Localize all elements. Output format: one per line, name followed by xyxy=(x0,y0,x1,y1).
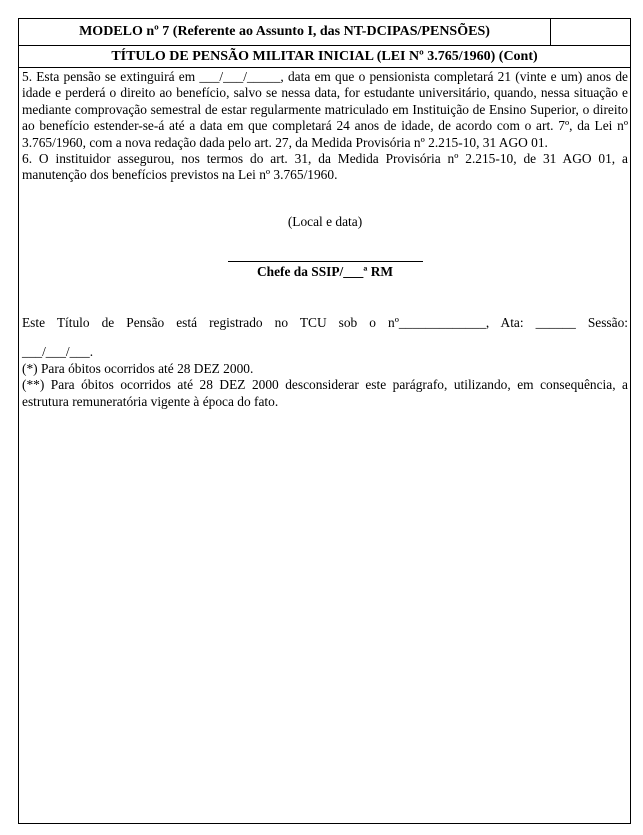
header-empty-cell xyxy=(551,19,630,45)
footnote-1: (*) Para óbitos ocorridos até 28 DEZ 2000. xyxy=(22,360,254,376)
paragraph-5: 5. Esta pensão se extinguirá em ___/___/_____, data em que o pensionista completará 21 (vinte e um) anos de idade e perderá o direito ao benefício, salvo se nessa data, for estudante universitário, quando, nessa situação e mediante comprovação semestral de estar regularmente matriculado em Instituição de Ensino Superior, o direito ao benefício estender-se-á até a data em que completará 24 anos de idade, de acordo com o art. 7º, da Lei nº 3.765/1960, com a nova redação dada pelo art. 27, da Medida Provisória nº 2.215-10, 31 AGO 01. xyxy=(22,69,628,150)
footnote-2: (**) Para óbitos ocorridos até 28 DEZ 2000 desconsiderar este parágrafo, utilizando, em consequência, a estrutura remuneratória vigente à época do fato. xyxy=(22,377,628,409)
signature-title: Chefe da SSIP/___ª RM xyxy=(256,264,394,280)
document-body xyxy=(22,69,628,410)
header-row xyxy=(19,19,630,46)
form-frame xyxy=(18,18,631,824)
tcu-registration-date: ___/___/___. xyxy=(22,344,94,360)
model-title: MODELO nº 7 (Referente ao Assunto I, das NT-DCIPAS/PENSÕES) xyxy=(19,19,551,45)
tcu-registration-line: Este Título de Pensão está registrado no TCU sob o nº_____________, Ata: ______ Sessão: xyxy=(22,314,628,330)
signature-line xyxy=(228,261,423,262)
place-date: (Local e data) xyxy=(287,213,363,229)
document-title: TÍTULO DE PENSÃO MILITAR INICIAL (LEI Nº 3.765/1960) (Cont) xyxy=(19,46,630,68)
paragraph-6: 6. O instituidor assegurou, nos termos do art. 31, da Medida Provisória nº 2.215-10, de 31 AGO 01, a manutenção dos benefícios previstos na Lei nº 3.765/1960. xyxy=(22,151,628,183)
